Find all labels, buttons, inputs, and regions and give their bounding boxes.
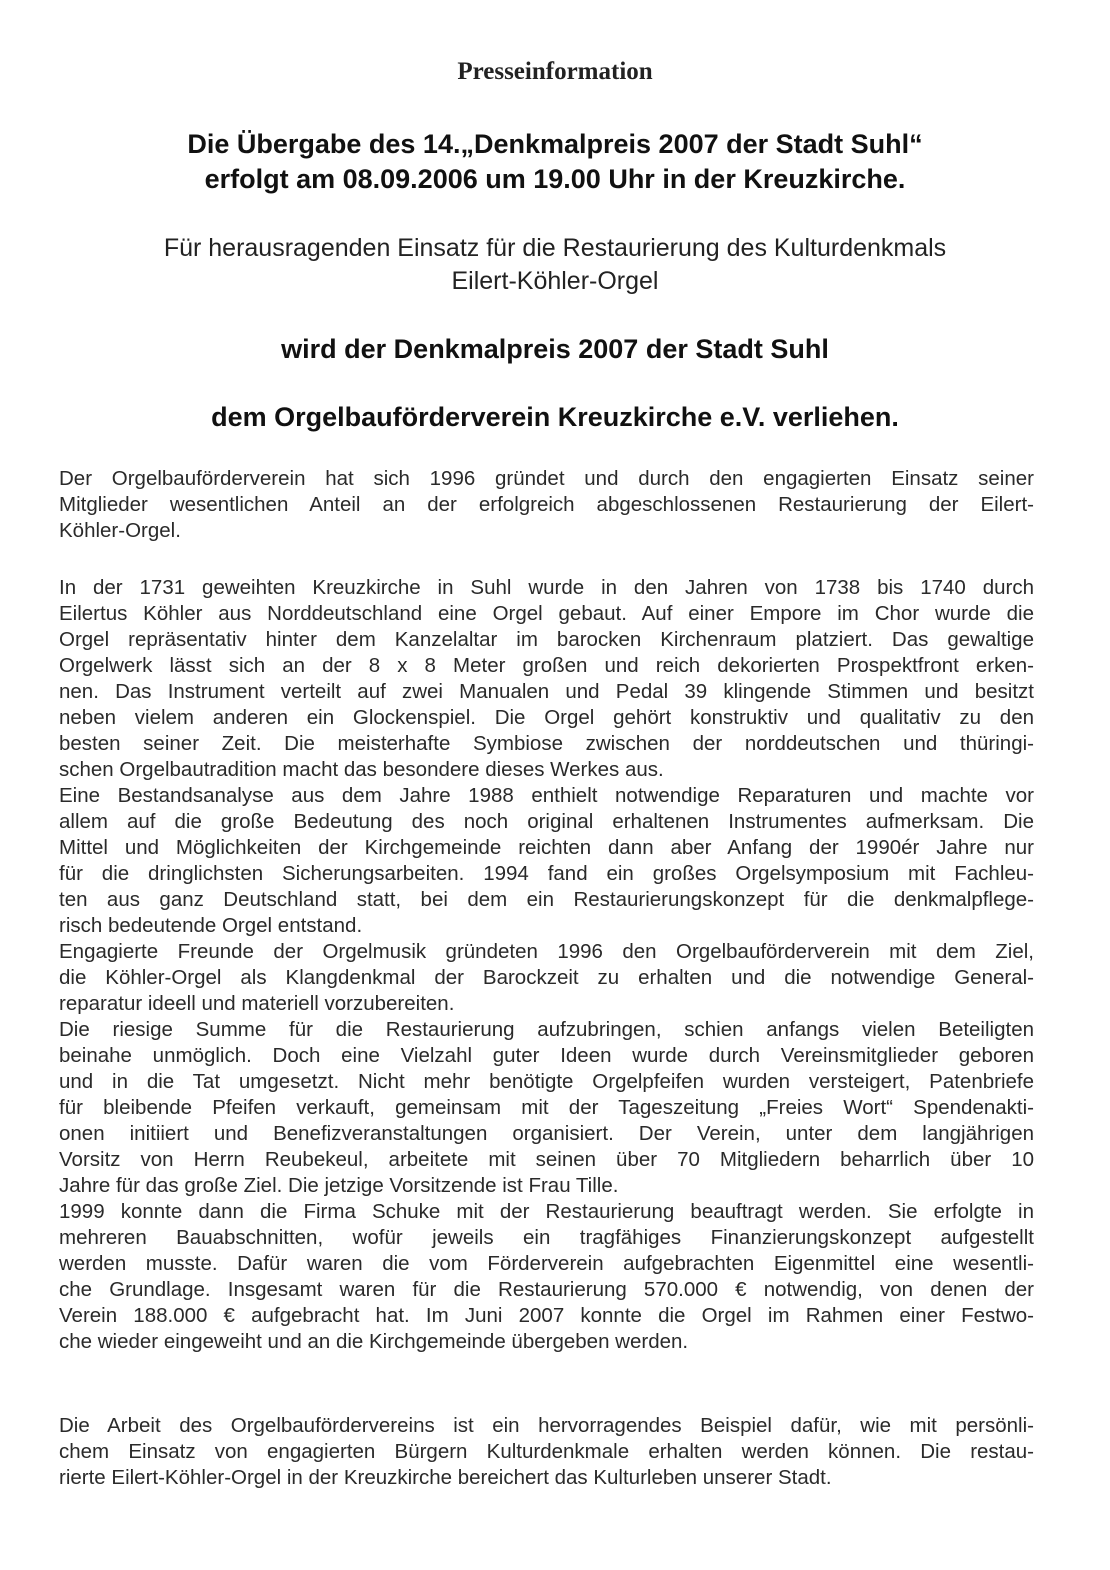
headline-line: erfolgt am 08.09.2006 um 19.00 Uhr in der Kreuzkirche. xyxy=(204,164,906,194)
text-line: rierte Eilert-Köhler-Orgel in der Kreuzkirche bereichert das Kulturleben unserer Stadt. xyxy=(59,1466,832,1489)
intro-line: Eilert-Köhler-Orgel xyxy=(451,267,659,295)
text-line: Eilertus Köhler aus Norddeutschland eine Orgel gebaut. Auf einer Empore im Chor wurde die xyxy=(59,602,1034,625)
text-line: neben vielem anderen ein Glockenspiel. Die Orgel gehört konstruktiv und qualitativ zu den xyxy=(59,706,1034,729)
text-line: Vorsitz von Herrn Reubekeul, arbeitete mit seinen über 70 Mitgliedern beharrlich über 10 xyxy=(59,1148,1034,1171)
text-line: Mittel und Möglichkeiten der Kirchgemeinde reichten dann aber Anfang der 1990ér Jahre nur xyxy=(59,836,1034,859)
document-kicker: Presseinformation xyxy=(457,58,653,85)
text-line: Orgelwerk lässt sich an der 8 x 8 Meter großen und reich dekorierten Prospektfront erken- xyxy=(59,654,1034,677)
text-line: Mitglieder wesentlichen Anteil an der erfolgreich abgeschlossenen Restaurierung der Eilert- xyxy=(59,493,1034,516)
text-line: onen initiiert und Benefizveranstaltungen organisiert. Der Verein, unter dem langjährigen xyxy=(59,1122,1034,1145)
text-line: allem auf die große Bedeutung des noch original erhaltenen Instrumentes aufmerksam. Die xyxy=(59,810,1034,833)
text-line: die Köhler-Orgel als Klangdenkmal der Barockzeit zu erhalten und die notwendige General- xyxy=(59,966,1034,989)
text-line: Eine Bestandsanalyse aus dem Jahre 1988 enthielt notwendige Reparaturen und machte vor xyxy=(59,784,1034,807)
text-line: Köhler-Orgel. xyxy=(59,519,181,542)
text-line: ten aus ganz Deutschland statt, bei dem ein Restaurierungskonzept für die denkmalpflege- xyxy=(59,888,1034,911)
text-line: risch bedeutende Orgel entstand. xyxy=(59,914,363,937)
text-line: Orgel repräsentativ hinter dem Kanzelaltar im barocken Kirchenraum platziert. Das gewaltige xyxy=(59,628,1034,651)
intro-line: Für herausragenden Einsatz für die Restaurierung des Kulturdenkmals xyxy=(163,234,947,262)
text-line: che wieder eingeweiht und an die Kirchgemeinde übergeben werden. xyxy=(59,1330,689,1353)
text-line: reparatur ideell und materiell vorzubereiten. xyxy=(59,992,455,1015)
text-line: für bleibende Pfeifen verkauft, gemeinsam mit der Tageszeitung „Freies Wort“ Spendenakti- xyxy=(59,1096,1034,1119)
paragraph-closing xyxy=(59,1413,1034,1491)
text-line: 1999 konnte dann die Firma Schuke mit der Restaurierung beauftragt werden. Sie erfolgte in xyxy=(59,1200,1034,1223)
paragraph-founding xyxy=(59,466,1034,544)
text-line: mehreren Bauabschnitten, wofür jeweils ein tragfähiges Finanzierungskonzept aufgestellt xyxy=(59,1226,1034,1249)
text-line: In der 1731 geweihten Kreuzkirche in Suhl wurde in den Jahren von 1738 bis 1740 durch xyxy=(59,576,1034,599)
text-line: besten seiner Zeit. Die meisterhafte Symbiose zwischen der norddeutschen und thüringi- xyxy=(59,732,1034,755)
text-line: beinahe unmöglich. Doch eine Vielzahl guter Ideen wurde durch Vereinsmitglieder geboren xyxy=(59,1044,1034,1067)
text-line: Jahre für das große Ziel. Die jetzige Vorsitzende ist Frau Tille. xyxy=(59,1174,619,1197)
text-line: nen. Das Instrument verteilt auf zwei Manualen und Pedal 39 klingende Stimmen und besitzt xyxy=(59,680,1034,703)
text-line: Die riesige Summe für die Restaurierung aufzubringen, schien anfangs vielen Beteiligten xyxy=(59,1018,1034,1041)
text-line: und in die Tat umgesetzt. Nicht mehr benötigte Orgelpfeifen wurden versteigert, Patenbriefe xyxy=(59,1070,1034,1093)
intro-text xyxy=(0,232,1110,298)
text-line: werden musste. Dafür waren die vom Förderverein aufgebrachten Eigenmittel eine wesentli- xyxy=(59,1252,1034,1275)
award-statement: wird der Denkmalpreis 2007 der Stadt Suhl xyxy=(281,334,829,364)
paragraph-history xyxy=(59,575,1034,1355)
document-headline xyxy=(0,127,1110,197)
recipient-statement: dem Orgelbauförderverein Kreuzkirche e.V. verliehen. xyxy=(211,402,899,432)
text-line: Engagierte Freunde der Orgelmusik gründeten 1996 den Orgelbauförderverein mit dem Ziel, xyxy=(59,940,1034,963)
text-line: Die Arbeit des Orgelbaufördervereins ist ein hervorragendes Beispiel dafür, wie mit persönli- xyxy=(59,1414,1034,1437)
text-line: Der Orgelbauförderverein hat sich 1996 gründet und durch den engagierten Einsatz seiner xyxy=(59,467,1034,490)
text-line: für die dringlichsten Sicherungsarbeiten. 1994 fand ein großes Orgelsymposium mit Fachleu- xyxy=(59,862,1034,885)
text-line: schen Orgelbautradition macht das besondere dieses Werkes aus. xyxy=(59,758,664,781)
headline-line: Die Übergabe des 14.„Denkmalpreis 2007 der Stadt Suhl“ xyxy=(187,129,923,159)
text-line: chem Einsatz von engagierten Bürgern Kulturdenkmale erhalten werden können. Die restau- xyxy=(59,1440,1034,1463)
text-line: Verein 188.000 € aufgebracht hat. Im Juni 2007 konnte die Orgel im Rahmen einer Festwo- xyxy=(59,1304,1034,1327)
text-line: che Grundlage. Insgesamt waren für die Restaurierung 570.000 € notwendig, von denen der xyxy=(59,1278,1034,1301)
